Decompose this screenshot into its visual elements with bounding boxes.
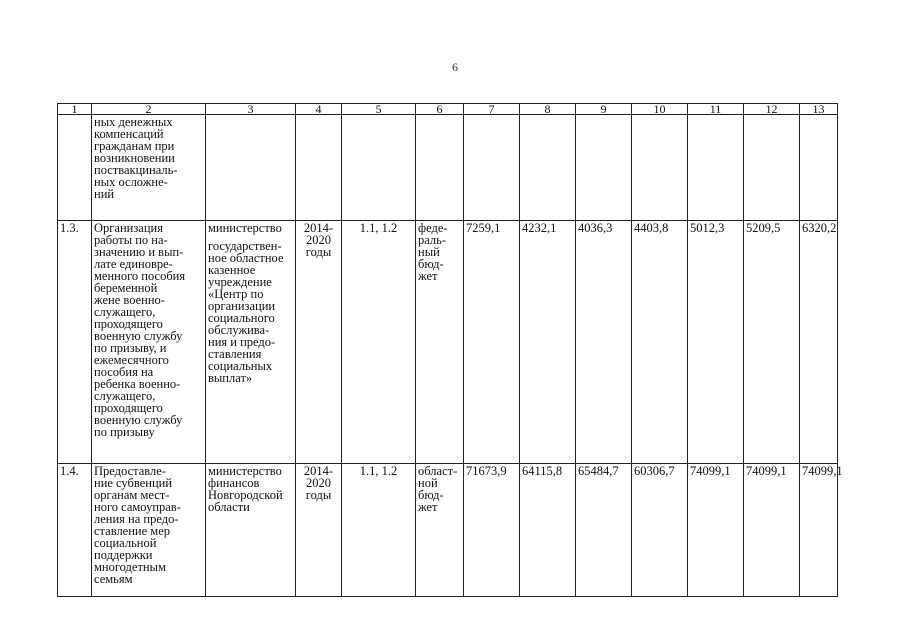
program-table (57, 102, 843, 597)
executor-cell (206, 115, 296, 221)
activity-line: лате единовре- (94, 257, 173, 271)
activity-line: по призыву, и (94, 341, 167, 355)
header-cell: 13 (800, 104, 838, 115)
page-number: 6 (452, 60, 458, 74)
source-cell (416, 221, 464, 464)
header-cell: 6 (416, 104, 464, 115)
activity-line: возникновении (94, 151, 175, 165)
source-line: бюд- (418, 488, 444, 502)
table-row (58, 464, 838, 597)
value-cell: 5209,5 (744, 221, 800, 464)
header-cell: 9 (576, 104, 632, 115)
executor-line: ния и предо- (208, 335, 276, 349)
value-cell: 74099,1 (688, 464, 744, 597)
value-cell: 74099,1 (800, 464, 838, 597)
executor-line: ное областное (208, 251, 284, 265)
executor-line: социальных (208, 359, 273, 373)
period-line: 2014- (303, 464, 334, 478)
activity-line: ний (94, 187, 115, 201)
source-line: област- (418, 464, 458, 478)
targets-cell (342, 115, 416, 221)
row-number: 1.4. (58, 464, 92, 597)
activity-line: гражданам при (94, 139, 175, 153)
executor-line: государствен- (208, 239, 282, 253)
executor-line: учреждение (208, 275, 272, 289)
value-cell (688, 115, 744, 221)
source-line: жет (418, 500, 438, 514)
header-cell: 7 (464, 104, 520, 115)
activity-line: жене военно- (94, 293, 165, 307)
header-row (58, 104, 838, 115)
activity-line: компенсаций (94, 127, 164, 141)
header-cell: 8 (520, 104, 576, 115)
activity-line: по призыву (94, 425, 155, 439)
value-cell (632, 115, 688, 221)
executor-cell (206, 221, 296, 464)
activity-line: ние субвенций (94, 476, 173, 490)
header-cell: 12 (744, 104, 800, 115)
executor-line: социального (208, 311, 275, 325)
value-cell: 71673,9 (464, 464, 520, 597)
executor-line: министерство (208, 221, 282, 235)
source-line: жет (418, 269, 438, 283)
executor-line: казенное (208, 263, 256, 277)
source-cell (416, 464, 464, 597)
header-cell: 5 (342, 104, 416, 115)
value-cell (744, 115, 800, 221)
activity-line: служащего, (94, 389, 156, 403)
table-row (58, 115, 838, 221)
activity-line: проходящего (94, 317, 163, 331)
value-cell: 4403,8 (632, 221, 688, 464)
activity-line: пособия на (94, 365, 154, 379)
value-cell: 64115,8 (520, 464, 576, 597)
activity-line: семьям (94, 572, 133, 586)
activity-line: многодетным (94, 560, 166, 574)
row-number: 1.3. (58, 221, 92, 464)
value-cell (464, 115, 520, 221)
activity-line: беременной (94, 281, 158, 295)
activity-cell (92, 115, 206, 221)
source-line: ной (418, 476, 438, 490)
source-line: феде- (418, 221, 448, 235)
executor-line: ставления (208, 347, 262, 361)
header-cell: 10 (632, 104, 688, 115)
source-line: ный (418, 245, 440, 259)
activity-line: менного пособия (94, 269, 186, 283)
value-cell: 74099,1 (744, 464, 800, 597)
value-cell: 60306,7 (632, 464, 688, 597)
executor-cell (206, 464, 296, 597)
value-cell: 4232,1 (520, 221, 576, 464)
activity-line: ных осложне- (94, 175, 168, 189)
value-cell: 4036,3 (576, 221, 632, 464)
activity-line: военную службу (94, 413, 183, 427)
period-cell (296, 115, 342, 221)
activity-line: ребенка военно- (94, 377, 181, 391)
source-cell (416, 115, 464, 221)
period-cell (296, 221, 342, 464)
value-cell: 6320,2 (800, 221, 838, 464)
executor-line: финансов (208, 476, 260, 490)
activity-line: социальной (94, 536, 157, 550)
activity-line: ежемесячного (94, 353, 169, 367)
header-cell: 3 (206, 104, 296, 115)
header-cell: 4 (296, 104, 342, 115)
period-line: 2020 (306, 233, 331, 247)
value-cell: 65484,7 (576, 464, 632, 597)
activity-line: ных денежных (94, 115, 173, 129)
targets-cell: 1.1, 1.2 (342, 464, 416, 597)
header-cell: 2 (92, 104, 206, 115)
executor-line: области (208, 500, 250, 514)
period-line: 2014- (303, 221, 334, 235)
activity-line: ставление мер (94, 524, 170, 538)
table-row (58, 221, 838, 464)
value-cell: 7259,1 (464, 221, 520, 464)
period-cell (296, 464, 342, 597)
period-line: годы (305, 488, 332, 502)
value-cell (576, 115, 632, 221)
source-line: раль- (418, 233, 447, 247)
period-line: годы (305, 245, 332, 259)
activity-line: военную службу (94, 329, 183, 343)
activity-line: ного самоуправ- (94, 500, 181, 514)
executor-line: организации (208, 299, 276, 313)
activity-cell (92, 221, 206, 464)
value-cell (800, 115, 838, 221)
activity-line: поствакциналь- (94, 163, 178, 177)
activity-line: органам мест- (94, 488, 170, 502)
activity-line: значению и вып- (94, 245, 184, 259)
activity-line: проходящего (94, 401, 163, 415)
activity-line: Организация (94, 221, 163, 235)
activity-line: поддержки (94, 548, 153, 562)
executor-line: Новгородской (208, 488, 283, 502)
executor-line: обслужива- (208, 323, 270, 337)
activity-line: работы по на- (94, 233, 168, 247)
period-line: 2020 (306, 476, 331, 490)
targets-cell: 1.1, 1.2 (342, 221, 416, 464)
executor-line: министерство (208, 464, 282, 478)
activity-line: служащего, (94, 305, 156, 319)
header-cell: 1 (58, 104, 92, 115)
activity-cell (92, 464, 206, 597)
value-cell: 5012,3 (688, 221, 744, 464)
value-cell (520, 115, 576, 221)
source-line: бюд- (418, 257, 444, 271)
header-cell: 11 (688, 104, 744, 115)
activity-line: Предоставле- (94, 464, 166, 478)
executor-line: «Центр по (208, 287, 264, 301)
executor-line: выплат» (208, 371, 253, 385)
row-number (58, 115, 92, 221)
activity-line: ления на предо- (94, 512, 179, 526)
